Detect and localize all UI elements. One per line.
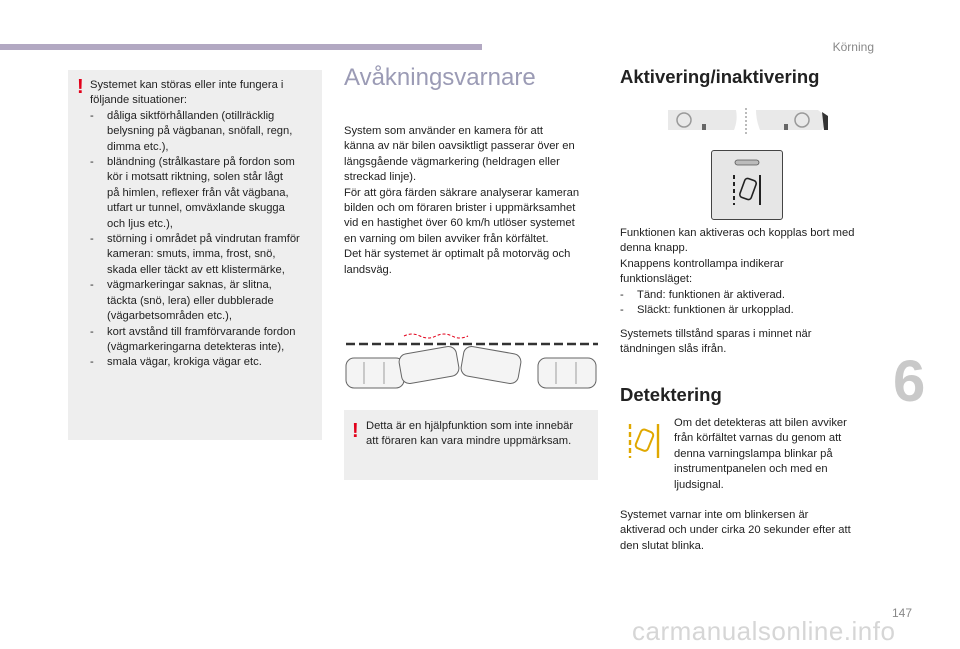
condition-item: - kort avstånd till framförvarande fordon (vägmarkeringarna detekteras inte), xyxy=(90,325,296,353)
state-item: - Släckt: funktionen är urkopplad. xyxy=(620,304,794,317)
chapter-number: 6 xyxy=(893,349,926,414)
lane-departure-illustration xyxy=(344,322,600,398)
condition-item: - störning i området på vindrutan framför kameran: smuts, imma, frost, snö, skada eller täckt av ett klistermärke, xyxy=(90,233,300,276)
page-number: 147 xyxy=(891,606,912,620)
condition-list xyxy=(90,109,318,371)
warning-intro-line: Systemet kan störas eller inte fungera i xyxy=(90,79,284,91)
state-item: - Tänd: funktionen är aktiverad. xyxy=(620,288,786,301)
detection-description: Om det detekteras att bilen avviker från körfältet varnas du genom att denna varningslampa blinkar på instrumentpanelen och med en ljudsignal. xyxy=(674,417,847,491)
header-accent-bar xyxy=(0,44,482,50)
condition-item: - bländning (strålkastare på fordon som kör i motsatt riktning, solen står lågt på himlen, reflexer från våt vägbana, utfart ur tunnel, omväxlande skugga och ljus etc.), xyxy=(90,156,295,230)
warning-content xyxy=(90,78,318,371)
section-heading-detection: Detektering xyxy=(620,384,722,405)
lane-departure-description: System som använder en kamera för att känna av när bilen oavsiktligt passerar över en längsgående vägmarkering (heldragen eller streckad linje). För att göra färden säkrare analyserar kameran bilden och om föraren brister i uppmärksamhet vid en hastighet över 60 km/h utlöser systemet en varning om bilen avviker från körfältet. Det här systemet är optimalt på motorväg och landsväg. xyxy=(344,125,580,276)
condition-item: - smala vägar, krokiga vägar etc. xyxy=(90,356,262,369)
section-heading-lane-departure: Avåkningsvarnare xyxy=(344,64,536,91)
lane-assist-button-icon xyxy=(712,151,782,219)
condition-item: - vägmarkeringar saknas, är slitna, täckta (snö, lera) eller dubblerade (vägarbetsområden etc.), xyxy=(90,279,274,323)
section-label: Körning xyxy=(832,40,874,54)
warning-box-conditions xyxy=(68,70,322,440)
attention-note-box xyxy=(344,410,598,480)
state-list xyxy=(620,288,880,319)
attention-note-text: Detta är en hjälpfunktion som inte innebär att föraren kan vara mindre uppmärksam. xyxy=(366,420,574,448)
condition-item: - dåliga siktförhållanden (otillräcklig belysning på vägbanan, snöfall, regn, dimma etc.), xyxy=(90,109,293,153)
warning-exclamation-icon: ! xyxy=(77,76,84,98)
dashboard-location-illustration xyxy=(668,106,828,136)
lane-departure-warning-lamp-icon xyxy=(626,420,662,460)
watermark-text: carmanualsonline.info xyxy=(632,616,896,646)
section-heading-activation: Aktivering/inaktivering xyxy=(620,66,820,87)
warning-exclamation-icon: ! xyxy=(352,420,359,442)
lane-assist-button[interactable] xyxy=(711,150,783,220)
memory-note: Systemets tillstånd sparas i minnet när tändningen slås ifrån. xyxy=(620,328,812,356)
blinker-note: Systemet varnar inte om blinkersen är aktiverad och under cirka 20 sekunder efter att den slutat blinka. xyxy=(620,509,851,552)
warning-intro-line: följande situationer: xyxy=(90,94,188,107)
activation-description: Funktionen kan aktiveras och kopplas bort med denna knapp. Knappens kontrollampa indikerar funktionsläget: - Tänd: funktionen är aktiverad. - Släckt: funktionen är urkopplad. xyxy=(620,226,880,318)
